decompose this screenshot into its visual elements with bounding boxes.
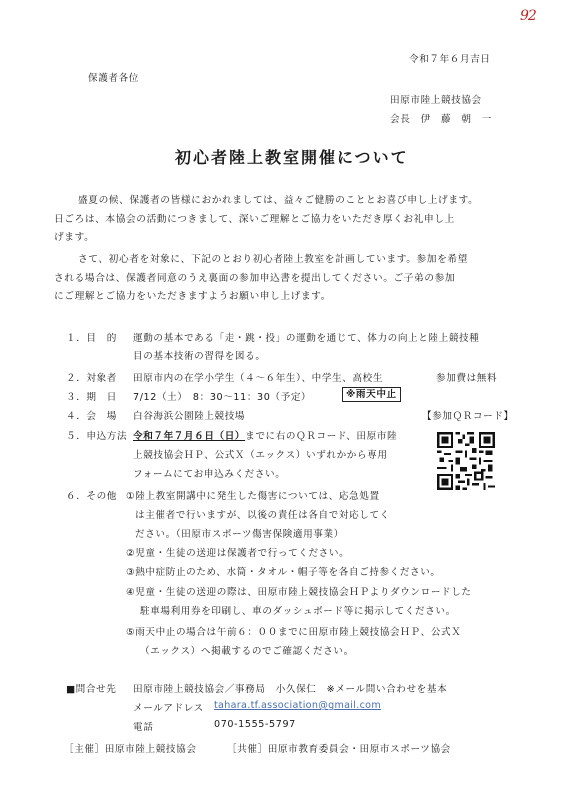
organizer: ［主催］田原市陸上競技協会 (64, 744, 197, 755)
item-purpose-text: 目の基本技術の習得を図る。 (133, 351, 266, 362)
email-link[interactable]: tahara.tf.association@gmail.com (214, 700, 381, 711)
intro-line: 日ごろは、本協会の活動につきまして、深いご理解とご協力をいただき厚くお礼申し上 (54, 213, 455, 225)
intro-paragraph (54, 192, 536, 248)
recipient: 保護者各位 (88, 73, 139, 84)
item-target-label: ２．対象者 (66, 373, 117, 384)
issue-date: 令和７年６月吉日 (409, 54, 491, 65)
item-application-line (133, 428, 397, 442)
application-deadline: 令和７年７月６日（日） (133, 431, 246, 442)
contact-text: 田原市陸上競技協会／事務局 小久保仁 ※メール問い合わせを基本 (133, 684, 448, 695)
other-note: ①陸上教室開講中に発生した傷害については、応急処置 (126, 491, 380, 502)
other-note: （エックス）へ掲載するのでご確認ください。 (140, 646, 354, 657)
contact-label: ■問合せ先 (66, 684, 117, 695)
sender-org: 田原市陸上競技協会 (390, 95, 482, 106)
page-title: 初心者陸上教室開催について (175, 148, 409, 167)
other-note: は主催者で行いますが、以後の責任は各自で対応してく (135, 510, 390, 521)
application-text: までに右のＱＲコード、田原市陸 (245, 431, 398, 442)
body-line: さて、初心者を対象に、下記のとおり初心者陸上教室を計画しています。参加を希望 (78, 254, 468, 265)
item-target-text: 田原市内の在学小学生（４～６年生）、中学生、高校生 (133, 373, 384, 384)
item-purpose-text: 運動の基本である「走・跳・投」の運動を通じて、体力の向上と陸上競技種 (133, 333, 480, 344)
item-application-label: ５．申込方法 (66, 431, 128, 442)
other-note: ④児童・生徒の送迎の際は、田原市陸上競技協会ＨＰよりダウンロードした (126, 587, 472, 598)
item-purpose-label: １．目 的 (66, 333, 117, 344)
phone-label: 電話 (133, 722, 154, 733)
body-paragraph (54, 251, 536, 307)
other-note: 駐車場利用券を印刷し、車のダッシュボード等に掲示してください。 (140, 606, 456, 617)
other-note: ださい。（田原市スポーツ傷害保険適用事業） (135, 529, 344, 540)
intro-line: 盛夏の候、保護者の皆様におかれましては、益々ご健勝のこととお喜び申し上げます。 (78, 195, 479, 206)
item-venue-text: 白谷海浜公園陸上競技場 (133, 411, 246, 422)
item-other-label: ６．その他 (66, 491, 117, 502)
item-application-line: フォームにてお申込みください。 (133, 469, 286, 480)
phone-number: 070-1555-5797 (214, 719, 296, 730)
qr-code-label: 【参加ＱＲコード】 (422, 411, 514, 422)
other-note: ③熱中症防止のため、水筒・タオル・帽子等を各自ご持参ください。 (126, 567, 441, 578)
other-note: ②児童・生徒の送迎は保護者で行ってください。 (126, 548, 350, 559)
participation-fee: 参加費は無料 (436, 373, 498, 384)
co-sponsor: ［共催］田原市教育委員会・田原市スポーツ協会 (227, 744, 451, 755)
item-period-text: 7/12（土） 8：30～11：30（予定） (133, 392, 312, 403)
rain-cancel-badge: ※雨天中止 (342, 387, 401, 402)
other-note: ⑤雨天中止の場合は午前６：００までに田原市陸上競技協会ＨＰ、公式Ｘ (126, 627, 462, 638)
item-period-label: ３．期 日 (66, 392, 117, 403)
sender-president: 会長 伊 藤 朝 一 (390, 114, 492, 125)
email-label: メールアドレス (133, 703, 204, 714)
body-line: にご理解とご協力をいただきますようお願い申し上げます。 (54, 291, 331, 302)
body-line: される場合は、保護者同意のうえ裏面の参加申込書を提出してください。ご子弟の参加 (54, 272, 456, 284)
item-application-line: 上競技協会ＨＰ、公式Ｘ（エックス）いずれかから専用 (133, 450, 388, 461)
handwritten-mark: 92 (520, 8, 536, 24)
item-venue-label: ４．会 場 (66, 411, 117, 422)
qr-code[interactable] (437, 432, 495, 490)
intro-line: げます。 (54, 232, 95, 243)
